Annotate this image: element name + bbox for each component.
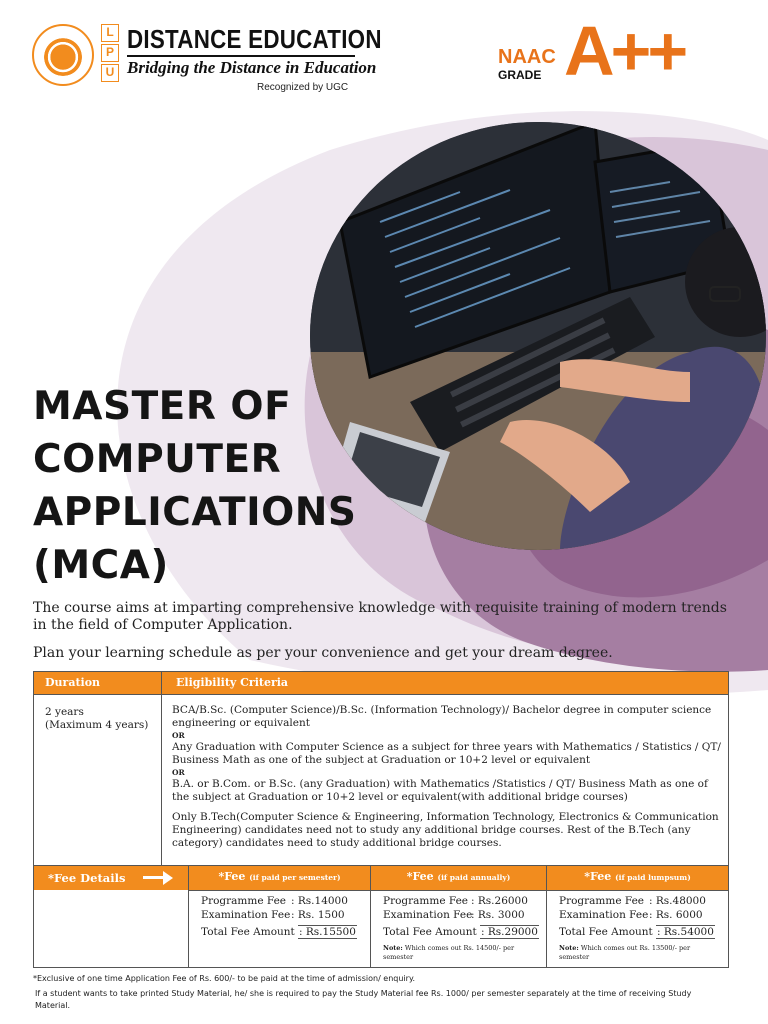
programme-fee-label: Programme Fee <box>559 895 645 907</box>
lpu-emblem-logo <box>32 24 94 86</box>
programme-fee-value: : Rs.26000 <box>471 895 528 907</box>
or-separator: OR <box>172 731 185 740</box>
note-label: Note: <box>559 944 579 952</box>
duration-line: (Maximum 4 years) <box>45 719 149 731</box>
total-fee-label: Total Fee Amount <box>559 926 653 938</box>
brand-title: DISTANCE EDUCATION <box>127 24 382 54</box>
lpu-letter-u: U <box>101 64 119 82</box>
total-fee-value: : Rs.54000 <box>657 926 714 938</box>
programme-fee-value: : Rs.14000 <box>291 895 348 907</box>
fee-head-mode: (if paid lumpsum) <box>615 873 691 882</box>
naac-grade-badge <box>498 12 738 90</box>
course-tagline: Plan your learning schedule as per your convenience and get your dream degree. <box>33 645 613 661</box>
course-title-line: APPLICATIONS <box>33 490 357 535</box>
duration-line: 2 years <box>45 706 84 718</box>
ugc-recognition: Recognized by UGC <box>257 82 349 93</box>
note-label: Note: <box>383 944 403 952</box>
programme-fee-value: : Rs.48000 <box>649 895 706 907</box>
brand-tagline: Bridging the Distance in Education <box>127 58 377 77</box>
fee-column-head <box>371 866 546 890</box>
course-title <box>33 380 373 592</box>
note-text: Which comes out Rs. 13500/- per semester <box>559 944 691 961</box>
eligibility-header: Eligibility Criteria <box>176 676 289 689</box>
course-title-line: (MCA) <box>33 543 169 588</box>
grade-value: A++ <box>564 12 685 90</box>
total-fee-label: Total Fee Amount <box>201 926 295 938</box>
eligibility-criteria <box>172 704 724 850</box>
fee-column-head <box>189 866 370 890</box>
total-fee-value: : Rs.29000 <box>481 926 538 938</box>
programme-fee-label: Programme Fee <box>383 895 469 907</box>
row-divider <box>34 694 728 695</box>
fee-details-label: *Fee Details <box>48 871 126 885</box>
note-text: Which comes out Rs. 14500/- per semester <box>383 944 515 961</box>
lpu-letters-logo <box>101 24 119 84</box>
btech-note: Only B.Tech(Computer Science & Engineering, Information Technology, Electronics & Communication Engineering) candidates need not to study any additional bridge courses. Rest of the B.Tech (any category) candidates need to study additional bridge courses. <box>172 811 719 849</box>
exam-fee-value: : Rs. 1500 <box>291 908 345 921</box>
course-description: The course aims at imparting comprehensive knowledge with requisite training of modern trends in the field of Computer Application. <box>33 600 727 633</box>
footnote-application-fee: *Exclusive of one time Application Fee of Rs. 600/- to be paid at the time of admission/ enquiry. <box>33 974 416 983</box>
fee-head-mode: (if paid per semester) <box>249 873 341 882</box>
fee-head-label: *Fee <box>218 870 246 883</box>
table-header-row <box>34 672 728 694</box>
exam-fee-label: Examination Fee <box>201 908 291 921</box>
fee-column-semester <box>188 866 370 968</box>
exam-fee-value: : Rs. 3000 <box>471 908 525 921</box>
fee-head-label: *Fee <box>584 870 612 883</box>
course-title-line: COMPUTER <box>33 437 282 482</box>
fee-column-annual <box>370 866 546 968</box>
column-divider <box>161 672 162 865</box>
total-fee-label: Total Fee Amount <box>383 926 477 938</box>
duration-value <box>45 706 157 732</box>
naac-label: NAAC <box>498 46 556 68</box>
total-fee-value: : Rs.15500 <box>299 926 356 938</box>
fee-column-lumpsum <box>546 866 728 968</box>
fee-note <box>383 944 543 961</box>
course-title-line: MASTER OF <box>33 384 292 429</box>
course-info-table <box>33 671 729 968</box>
eligibility-option-2: Any Graduation with Computer Science as a subject for three years with Mathematics / Statistics / QT/ Business Math as one of the subject at Graduation or 10+2 level or equivalent <box>172 741 721 766</box>
fee-head-label: *Fee <box>406 870 434 883</box>
fee-column-head <box>547 866 728 890</box>
student-coding-photo <box>310 122 766 550</box>
exam-fee-label: Examination Fee <box>383 908 473 921</box>
footnote-study-material: If a student wants to take printed Study Material, he/ she is required to pay the Study Material fee Rs. 1000/ per semester separately at the time of receiving Study Material. <box>35 989 692 1010</box>
fee-note <box>559 944 719 961</box>
programme-fee-label: Programme Fee <box>201 895 287 907</box>
or-separator: OR <box>172 768 185 777</box>
eligibility-option-3: B.A. or B.Com. or B.Sc. (any Graduation) with Mathematics /Statistics / QT/ Business Math as one of the subject at Graduation or 10+2 level or equivalent(with additional bridge courses) <box>172 778 708 803</box>
exam-fee-label: Examination Fee <box>559 908 649 921</box>
exam-fee-value: : Rs. 6000 <box>649 908 703 921</box>
lpu-letter-l: L <box>101 24 119 42</box>
duration-header: Duration <box>45 676 101 689</box>
grade-label: GRADE <box>498 68 542 82</box>
arrow-right-icon <box>143 871 173 885</box>
eligibility-option-1: BCA/B.Sc. (Computer Science)/B.Sc. (Information Technology)/ Bachelor degree in computer science engineering or equivalent <box>172 704 712 729</box>
fee-head-mode: (if paid annually) <box>437 873 511 882</box>
lpu-letter-p: P <box>101 44 119 62</box>
brand-divider <box>127 55 355 57</box>
